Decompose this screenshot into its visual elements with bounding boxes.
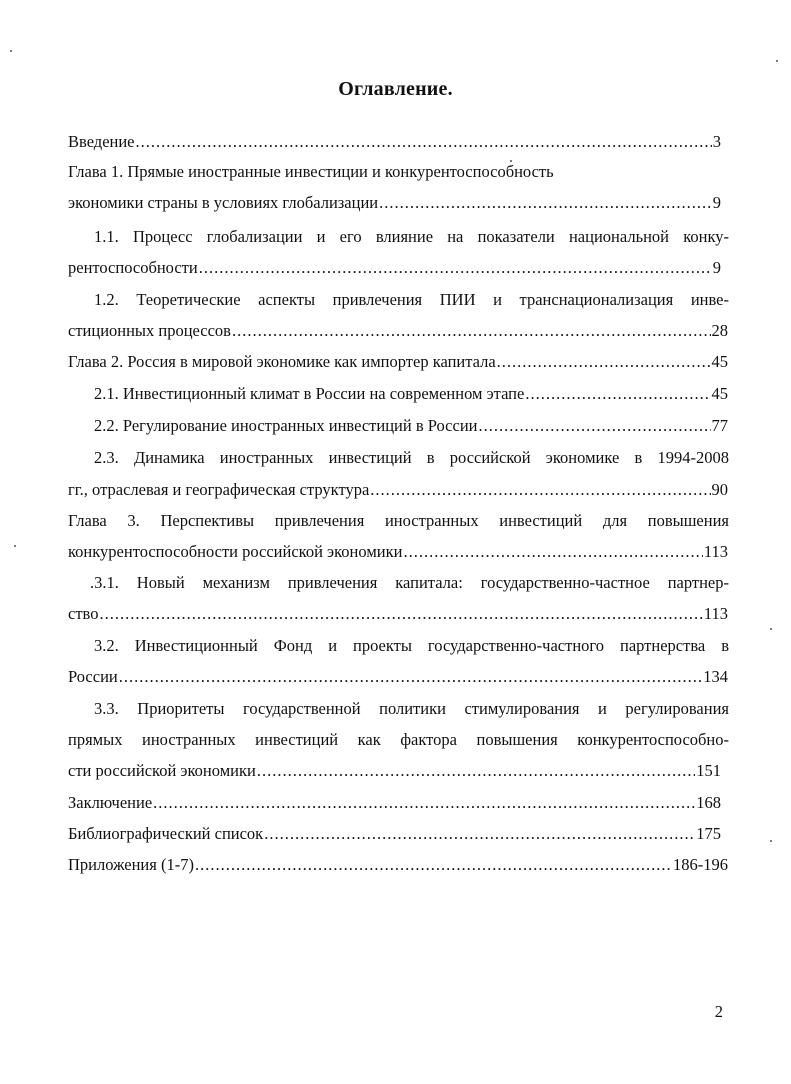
toc-entry-text: ство bbox=[68, 604, 99, 623]
toc-entry-text: 2.1. Инвестиционный климат в России на современном этапе bbox=[94, 384, 525, 403]
toc-page-number: 151 bbox=[696, 761, 721, 780]
toc-entry-text: 2.2. Регулирование иностранных инвестиций в России bbox=[94, 416, 478, 435]
toc-entry-section-1-1-line1: 1.1. Процесс глобализации и его влияние на показатели национальной конку- bbox=[94, 227, 729, 246]
toc-entry-section-2-2 bbox=[94, 416, 728, 436]
leader-dots bbox=[479, 416, 711, 436]
toc-entry-section-2-3-line1: 2.3. Динамика иностранных инвестиций в российской экономике в 1994-2008 bbox=[94, 448, 729, 467]
toc-page-number: 113 bbox=[703, 542, 728, 561]
toc-page-number: 77 bbox=[711, 416, 728, 435]
leader-dots bbox=[403, 542, 702, 562]
leader-dots bbox=[525, 384, 710, 404]
toc-entry-chapter3-line2 bbox=[68, 542, 728, 562]
toc-entry-section-3-3-line3 bbox=[68, 761, 721, 781]
toc-entry-text: рентоспособности bbox=[68, 258, 198, 277]
toc-page-number: 9 bbox=[712, 193, 721, 212]
scan-speck bbox=[770, 840, 772, 842]
toc-entry-intro bbox=[68, 132, 721, 152]
toc-entry-text: Приложения (1-7) bbox=[68, 855, 194, 874]
toc-page-number: 113 bbox=[703, 604, 728, 623]
toc-entry-text: стиционных процессов bbox=[68, 321, 231, 340]
toc-page-number: 28 bbox=[711, 321, 728, 340]
toc-page-number: 90 bbox=[711, 480, 728, 499]
toc-entry-text: конкурентоспособности российской экономики bbox=[68, 542, 403, 561]
toc-entry-section-1-1-line2 bbox=[68, 258, 721, 278]
toc-entry-section-3-2-line1: 3.2. Инвестиционный Фонд и проекты государственно-частного партнерства в bbox=[94, 636, 729, 655]
page-title: Оглавление. bbox=[338, 78, 453, 100]
toc-page-number: 175 bbox=[696, 824, 721, 843]
toc-entry-section-3-2-line2 bbox=[68, 667, 728, 687]
leader-dots bbox=[497, 352, 711, 372]
toc-entry-text: Заключение bbox=[68, 793, 153, 812]
toc-page-number: 186-196 bbox=[673, 855, 728, 874]
scan-speck bbox=[510, 160, 512, 162]
scan-speck bbox=[10, 50, 12, 52]
toc-entry-text: России bbox=[68, 667, 118, 686]
scan-speck bbox=[770, 628, 772, 630]
toc-entry-section-3-1-line2 bbox=[68, 604, 728, 624]
toc-page-number: 45 bbox=[711, 384, 728, 403]
toc-entry-chapter2 bbox=[68, 352, 728, 372]
toc-page-number: 9 bbox=[712, 258, 721, 277]
toc-entry-text: Глава 2. Россия в мировой экономике как импортер капитала bbox=[68, 352, 496, 371]
toc-page-number: 45 bbox=[711, 352, 728, 371]
toc-entry-section-1-2-line2 bbox=[68, 321, 728, 341]
leader-dots bbox=[232, 321, 711, 341]
toc-entry-section-1-2-line1: 1.2. Теоретические аспекты привлечения ПИИ и транснационализация инве- bbox=[94, 290, 729, 309]
toc-entry-section-3-1-line1: .3.1. Новый механизм привлечения капитала: государственно-частное партнер- bbox=[90, 573, 729, 592]
toc-entry-text: сти российской экономики bbox=[68, 761, 256, 780]
leader-dots bbox=[153, 793, 695, 813]
toc-entry-chapter1-line1: Глава 1. Прямые иностранные инвестиции и конкурентоспособность bbox=[68, 162, 554, 181]
leader-dots bbox=[264, 824, 695, 844]
toc-entry-appendices bbox=[68, 855, 728, 875]
leader-dots bbox=[370, 480, 710, 500]
toc-entry-section-3-3-line2: прямых иностранных инвестиций как фактора повышения конкурентоспособно- bbox=[68, 730, 729, 749]
leader-dots bbox=[99, 604, 702, 624]
leader-dots bbox=[136, 132, 712, 152]
toc-page-number: 168 bbox=[696, 793, 721, 812]
toc-entry-text: гг., отраслевая и географическая структура bbox=[68, 480, 370, 499]
toc-page-number: 134 bbox=[703, 667, 728, 686]
toc-entry-text: Библиографический список bbox=[68, 824, 264, 843]
toc-entry-section-2-3-line2 bbox=[68, 480, 728, 500]
toc-entry-chapter3-line1: Глава 3. Перспективы привлечения иностранных инвестиций для повышения bbox=[68, 511, 729, 530]
toc-entry-chapter1-line2 bbox=[68, 193, 721, 213]
page-number: 2 bbox=[714, 1002, 723, 1021]
leader-dots bbox=[379, 193, 712, 213]
toc-entry-text: экономики страны в условиях глобализации bbox=[68, 193, 379, 212]
toc-entry-conclusion bbox=[68, 793, 721, 813]
toc-entry-bibliography bbox=[68, 824, 721, 844]
scan-speck bbox=[776, 60, 778, 62]
toc-page-number: 3 bbox=[712, 132, 721, 151]
scan-speck bbox=[14, 545, 16, 547]
leader-dots bbox=[199, 258, 712, 278]
toc-entry-section-3-3-line1: 3.3. Приоритеты государственной политики стимулирования и регулирования bbox=[94, 699, 729, 718]
leader-dots bbox=[195, 855, 672, 875]
toc-entry-text: Введение bbox=[68, 132, 135, 151]
toc-entry-section-2-1 bbox=[94, 384, 728, 404]
leader-dots bbox=[257, 761, 695, 781]
leader-dots bbox=[119, 667, 703, 687]
